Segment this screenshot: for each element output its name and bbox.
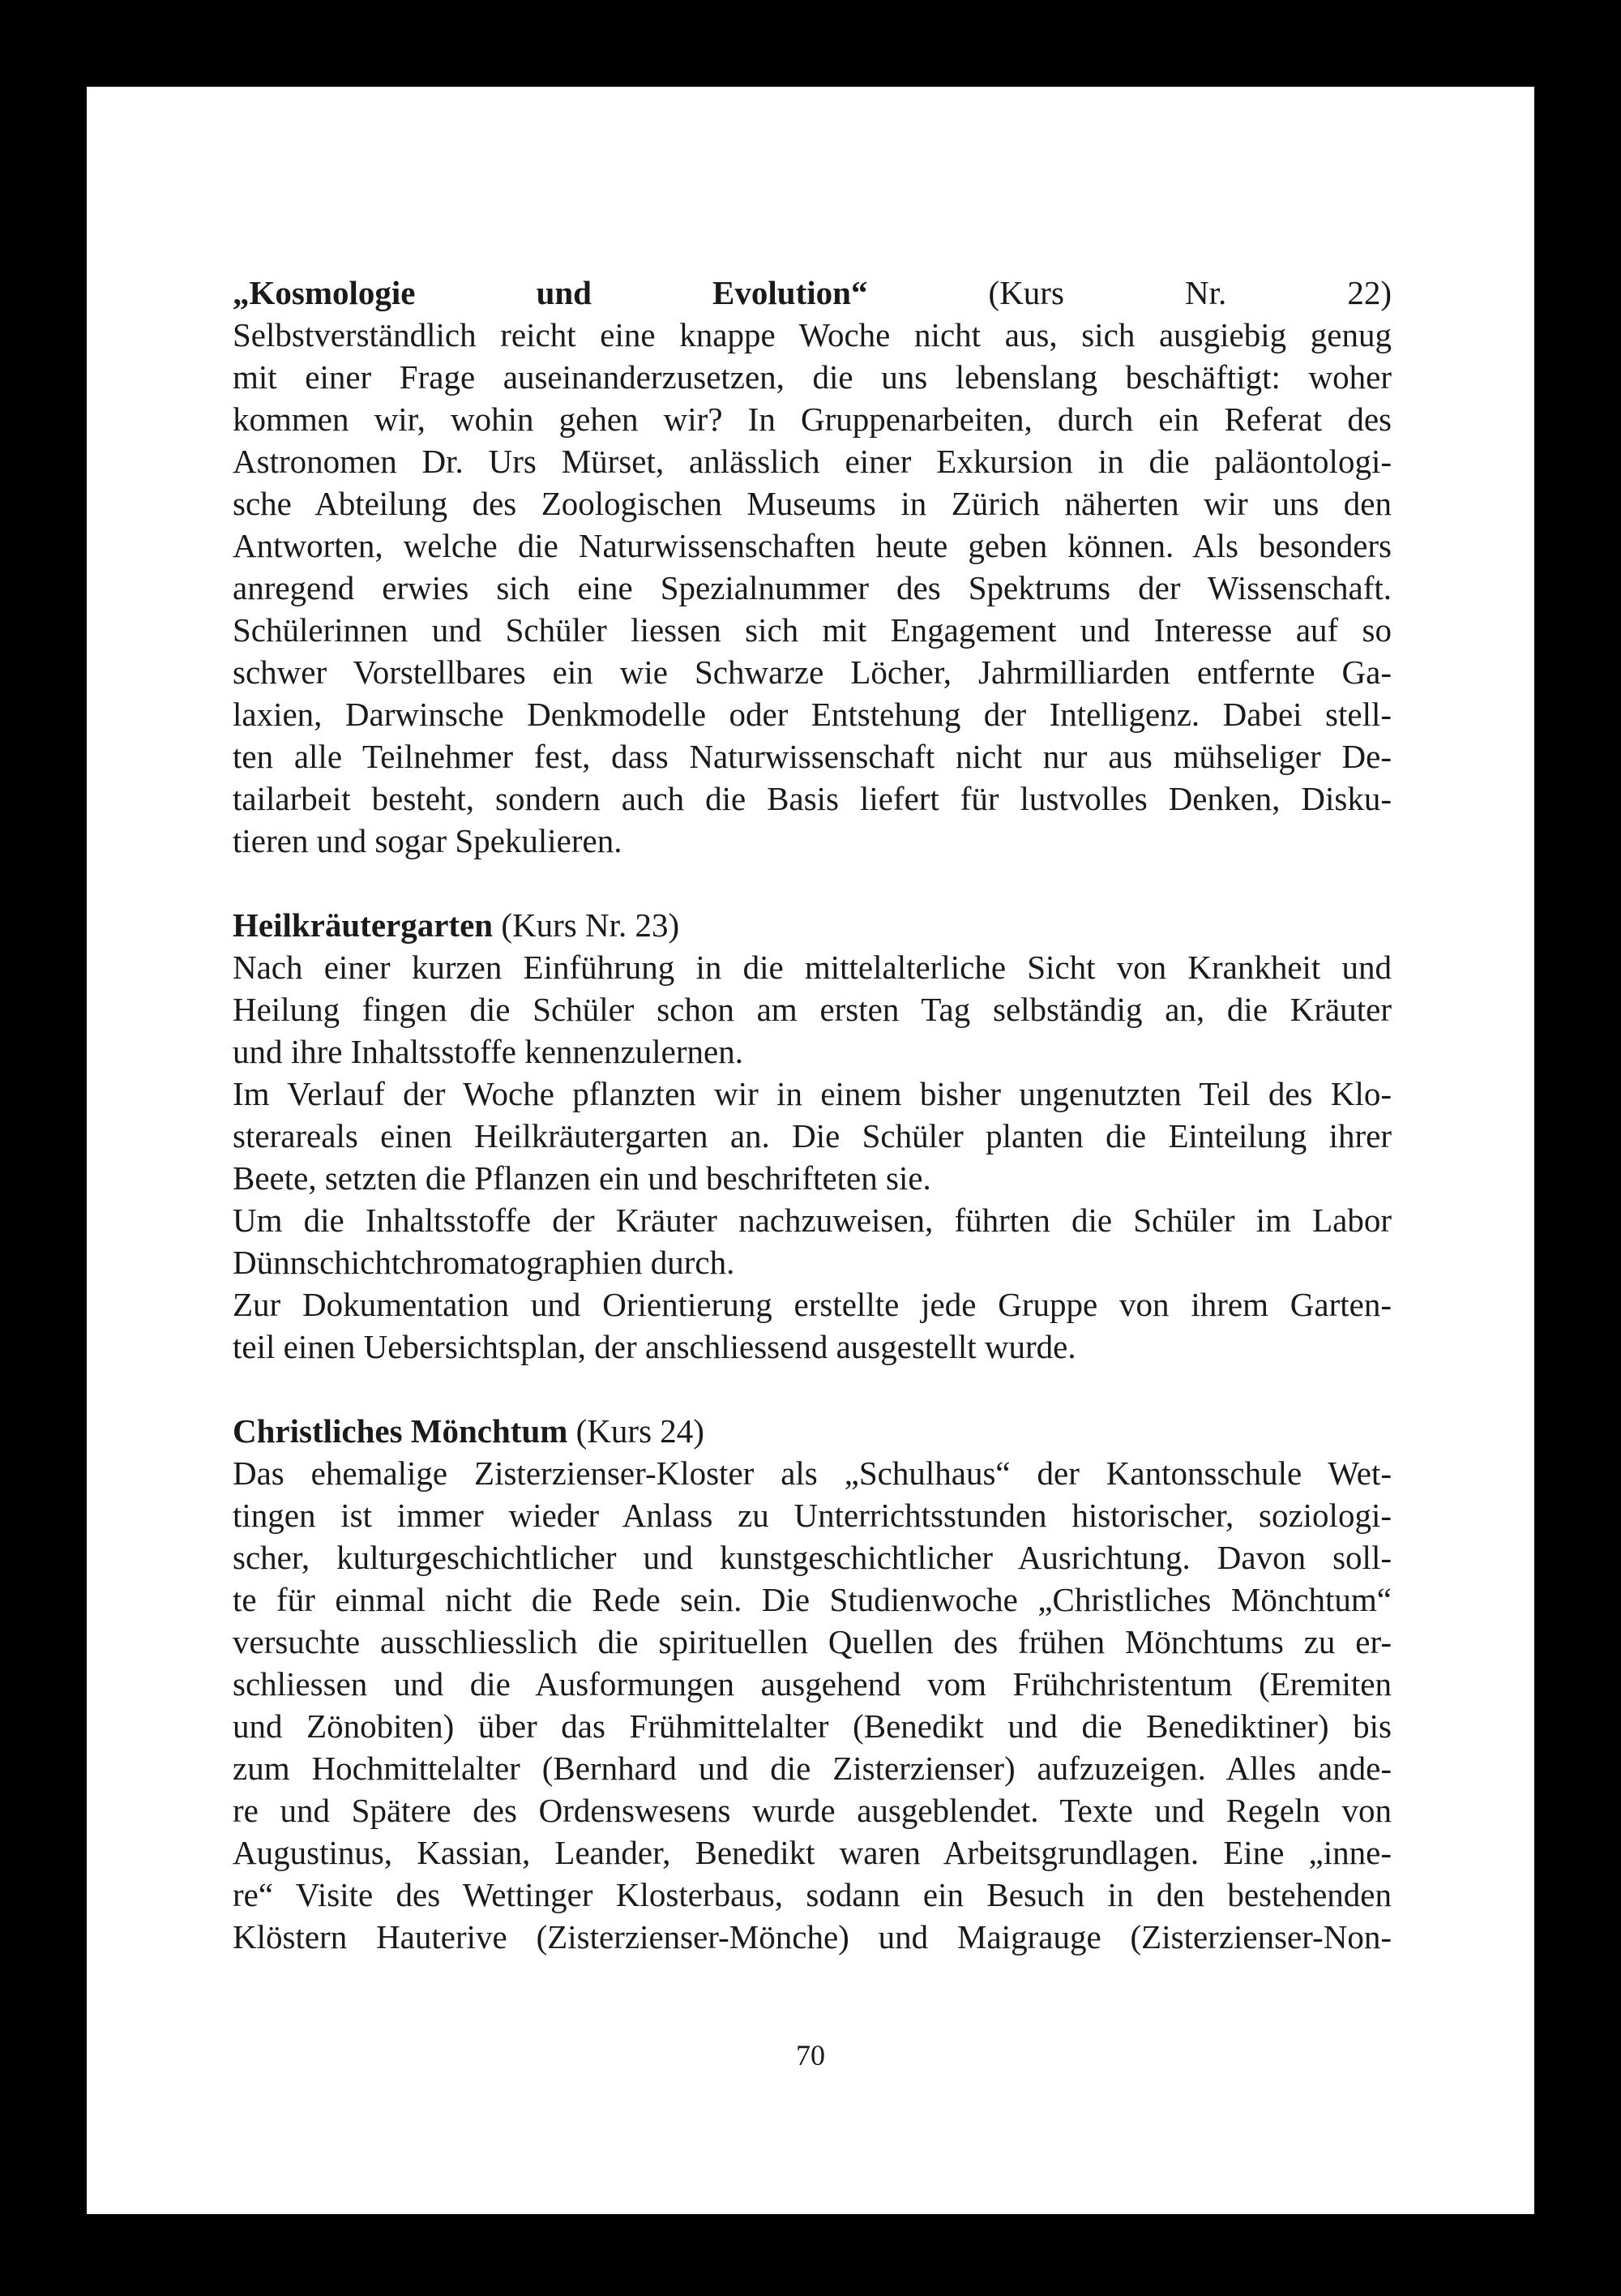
text-line: tieren und sogar Spekulieren. bbox=[233, 822, 622, 859]
text-line: re“ Visite des Wettinger Klosterbaus, sodann ein Besuch in den bestehenden bbox=[233, 1876, 1392, 1913]
text-line: laxien, Darwinsche Denkmodelle oder Entstehung der Intelligenz. Dabei stell- bbox=[233, 696, 1392, 733]
text-line: schwer Vorstellbares ein wie Schwarze Löcher, Jahrmilliarden entfernte Ga- bbox=[233, 653, 1392, 691]
text-line: Augustinus, Kassian, Leander, Benedikt waren Arbeitsgrundlagen. Eine „inne- bbox=[233, 1834, 1392, 1871]
text-line: sterareals einen Heilkräutergarten an. Die Schüler planten die Einteilung ihrer bbox=[233, 1117, 1392, 1154]
section-christliches-moenchtum bbox=[233, 1410, 1392, 1958]
section-kosmologie bbox=[233, 272, 1392, 862]
section-heading bbox=[233, 272, 1392, 314]
text-line: Im Verlauf der Woche pflanzten wir in einem bisher ungenutzten Teil des Klo- bbox=[233, 1075, 1392, 1112]
text-line: sche Abteilung des Zoologischen Museums in Zürich näherten wir uns den bbox=[233, 485, 1392, 522]
text-line: te für einmal nicht die Rede sein. Die Studienwoche „Christliches Mönchtum“ bbox=[233, 1581, 1392, 1618]
text-line: ten alle Teilnehmer fest, dass Naturwissenschaft nicht nur aus mühseliger De- bbox=[233, 738, 1392, 775]
text-line: tailarbeit besteht, sondern auch die Basis liefert für lustvolles Denken, Disku- bbox=[233, 780, 1392, 817]
text-line: und Zönobiten) über das Frühmittelalter (Benedikt und die Benediktiner) bis bbox=[233, 1707, 1392, 1745]
section-heilkraeutergarten bbox=[233, 904, 1392, 1368]
course-number: (Kurs Nr. 23) bbox=[493, 906, 680, 944]
text-line: versuchte ausschliesslich die spirituellen Quellen des frühen Mönchtums zu er- bbox=[233, 1623, 1392, 1660]
course-number: (Kurs 24) bbox=[567, 1412, 704, 1450]
text-line: Beete, setzten die Pflanzen ein und beschrifteten sie. bbox=[233, 1159, 931, 1197]
page-number: 70 bbox=[796, 2039, 825, 2071]
text-line: mit einer Frage auseinanderzusetzen, die uns lebenslang beschäftigt: woher bbox=[233, 358, 1392, 396]
section-heading bbox=[233, 1410, 1392, 1452]
text-line: Selbstverständlich reicht eine knappe Woche nicht aus, sich ausgiebig genug bbox=[233, 316, 1392, 353]
text-line: schliessen und die Ausformungen ausgehend vom Frühchristentum (Eremiten bbox=[233, 1665, 1392, 1703]
section-title: Heilkräutergarten bbox=[233, 906, 494, 944]
text-line: zum Hochmittelalter (Bernhard und die Zisterzienser) aufzuzeigen. Alles ande- bbox=[233, 1750, 1392, 1787]
text-line: scher, kulturgeschichtlicher und kunstgeschichtlicher Ausrichtung. Davon soll- bbox=[233, 1539, 1392, 1576]
section-title: „Kosmologie und Evolution“ bbox=[233, 274, 868, 311]
text-line: tingen ist immer wieder Anlass zu Unterrichtsstunden historischer, soziologi- bbox=[233, 1497, 1392, 1534]
text-line: Zur Dokumentation und Orientierung erstellte jede Gruppe von ihrem Garten- bbox=[233, 1286, 1392, 1323]
text-line: kommen wir, wohin gehen wir? In Gruppenarbeiten, durch ein Referat des bbox=[233, 401, 1392, 438]
text-line: anregend erwies sich eine Spezialnummer des Spektrums der Wissenschaft. bbox=[233, 569, 1392, 606]
text-line: Schülerinnen und Schüler liessen sich mit Engagement und Interesse auf so bbox=[233, 611, 1392, 649]
page-content bbox=[233, 272, 1392, 2000]
section-heading bbox=[233, 904, 1392, 946]
text-line: Um die Inhaltsstoffe der Kräuter nachzuweisen, führten die Schüler im Labor bbox=[233, 1202, 1392, 1239]
text-line: Antworten, welche die Naturwissenschaften heute geben können. Als besonders bbox=[233, 527, 1392, 564]
course-number: (Kurs Nr. 22) bbox=[867, 274, 1392, 311]
text-line: Heilung fingen die Schüler schon am ersten Tag selbständig an, die Kräuter bbox=[233, 991, 1392, 1028]
text-line: Nach einer kurzen Einführung in die mittelalterliche Sicht von Krankheit und bbox=[233, 949, 1392, 986]
text-line: Dünnschichtchromatographien durch. bbox=[233, 1244, 735, 1281]
text-line: Das ehemalige Zisterzienser-Kloster als „Schulhaus“ der Kantonsschule Wet- bbox=[233, 1454, 1392, 1492]
section-title: Christliches Mönchtum bbox=[233, 1412, 568, 1450]
text-line: re und Spätere des Ordenswesens wurde ausgeblendet. Texte und Regeln von bbox=[233, 1792, 1392, 1829]
text-line: teil einen Uebersichtsplan, der anschliessend ausgestellt wurde. bbox=[233, 1328, 1076, 1365]
text-line: Klöstern Hauterive (Zisterzienser-Mönche) und Maigrauge (Zisterzienser-Non- bbox=[233, 1918, 1392, 1955]
text-line: Astronomen Dr. Urs Mürset, anlässlich einer Exkursion in die paläontologi- bbox=[233, 443, 1392, 480]
document-page bbox=[87, 87, 1534, 2214]
text-line: und ihre Inhaltsstoffe kennenzulernen. bbox=[233, 1033, 743, 1070]
